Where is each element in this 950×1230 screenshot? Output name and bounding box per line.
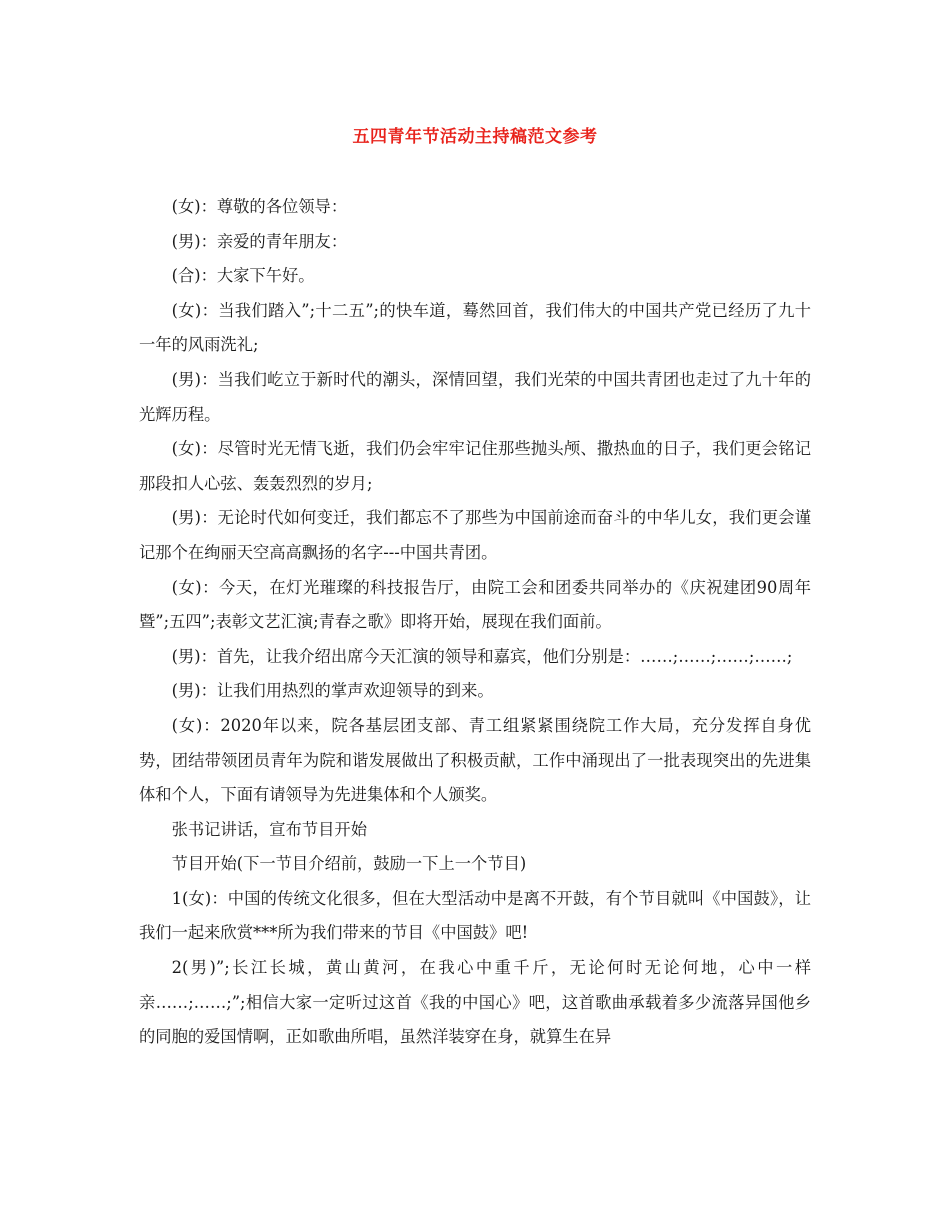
document-title: 五四青年节活动主持稿范文参考	[352, 127, 598, 147]
paragraph: (女)：尽管时光无情飞逝，我们仍会牢牢记住那些抛头颅、撒热血的日子，我们更会铭记那段扣人心弦、轰轰烈烈的岁月;	[139, 439, 811, 493]
paragraph: 节目开始(下一节目介绍前，鼓励一下上一个节目)	[171, 854, 527, 874]
paragraph: (女)：当我们踏入”;十二五”;的快车道，蓦然回首，我们伟大的中国共产党已经历了九十一年的风雨洗礼;	[139, 300, 811, 355]
paragraph: (男)：亲爱的青年朋友：	[171, 231, 348, 251]
paragraph: (女)：2020年以来，院各基层团支部、青工组紧紧围绕院工作大局，充分发挥自身优势，团结带领团员青年为院和谐发展做出了积极贡献，工作中涌现出了一批表现突出的先进集体和个人，下面有请领导为先进集体和个人颁奖。	[139, 715, 811, 805]
paragraph: 1(女)：中国的传统文化很多，但在大型活动中是离不开鼓，有个节目就叫《中国鼓》，让我们一起来欣赏***所为我们带来的节目《中国鼓》吧!	[139, 888, 811, 943]
paragraph: (男)：首先，让我介绍出席今天汇演的领导和嘉宾，他们分别是：……;……;……;……;	[171, 646, 793, 666]
paragraph: (合)：大家下午好。	[171, 266, 315, 286]
paragraph: (女)：今天，在灯光璀璨的科技报告厅，由院工会和团委共同举办的《庆祝建团90周年暨”;五四”;表彰文艺汇演;青春之歌》即将开始，展现在我们面前。	[139, 577, 811, 632]
paragraph: (男)：无论时代如何变迁，我们都忘不了那些为中国前途而奋斗的中华儿女，我们更会谨记那个在绚丽天空高高飘扬的名字---中国共青团。	[139, 508, 811, 562]
paragraph: (男)：当我们屹立于新时代的潮头，深情回望，我们光荣的中国共青团也走过了九十年的光辉历程。	[139, 369, 811, 424]
paragraph: (女)：尊敬的各位领导：	[171, 197, 348, 216]
paragraph: 张书记讲话，宣布节目开始	[171, 819, 367, 839]
paragraph: 2(男)”;长江长城，黄山黄河，在我心中重千斤，无论何时无论何地，心中一样亲……;……;”;相信大家一定听过这首《我的中国心》吧，这首歌曲承载着多少流落异国他乡的同胞的爱国情啊，正如歌曲所唱，虽然洋装穿在身，就算生在异	[139, 958, 811, 1047]
document-body	[139, 190, 811, 1055]
paragraph: (男)：让我们用热烈的掌声欢迎领导的到来。	[171, 681, 494, 701]
